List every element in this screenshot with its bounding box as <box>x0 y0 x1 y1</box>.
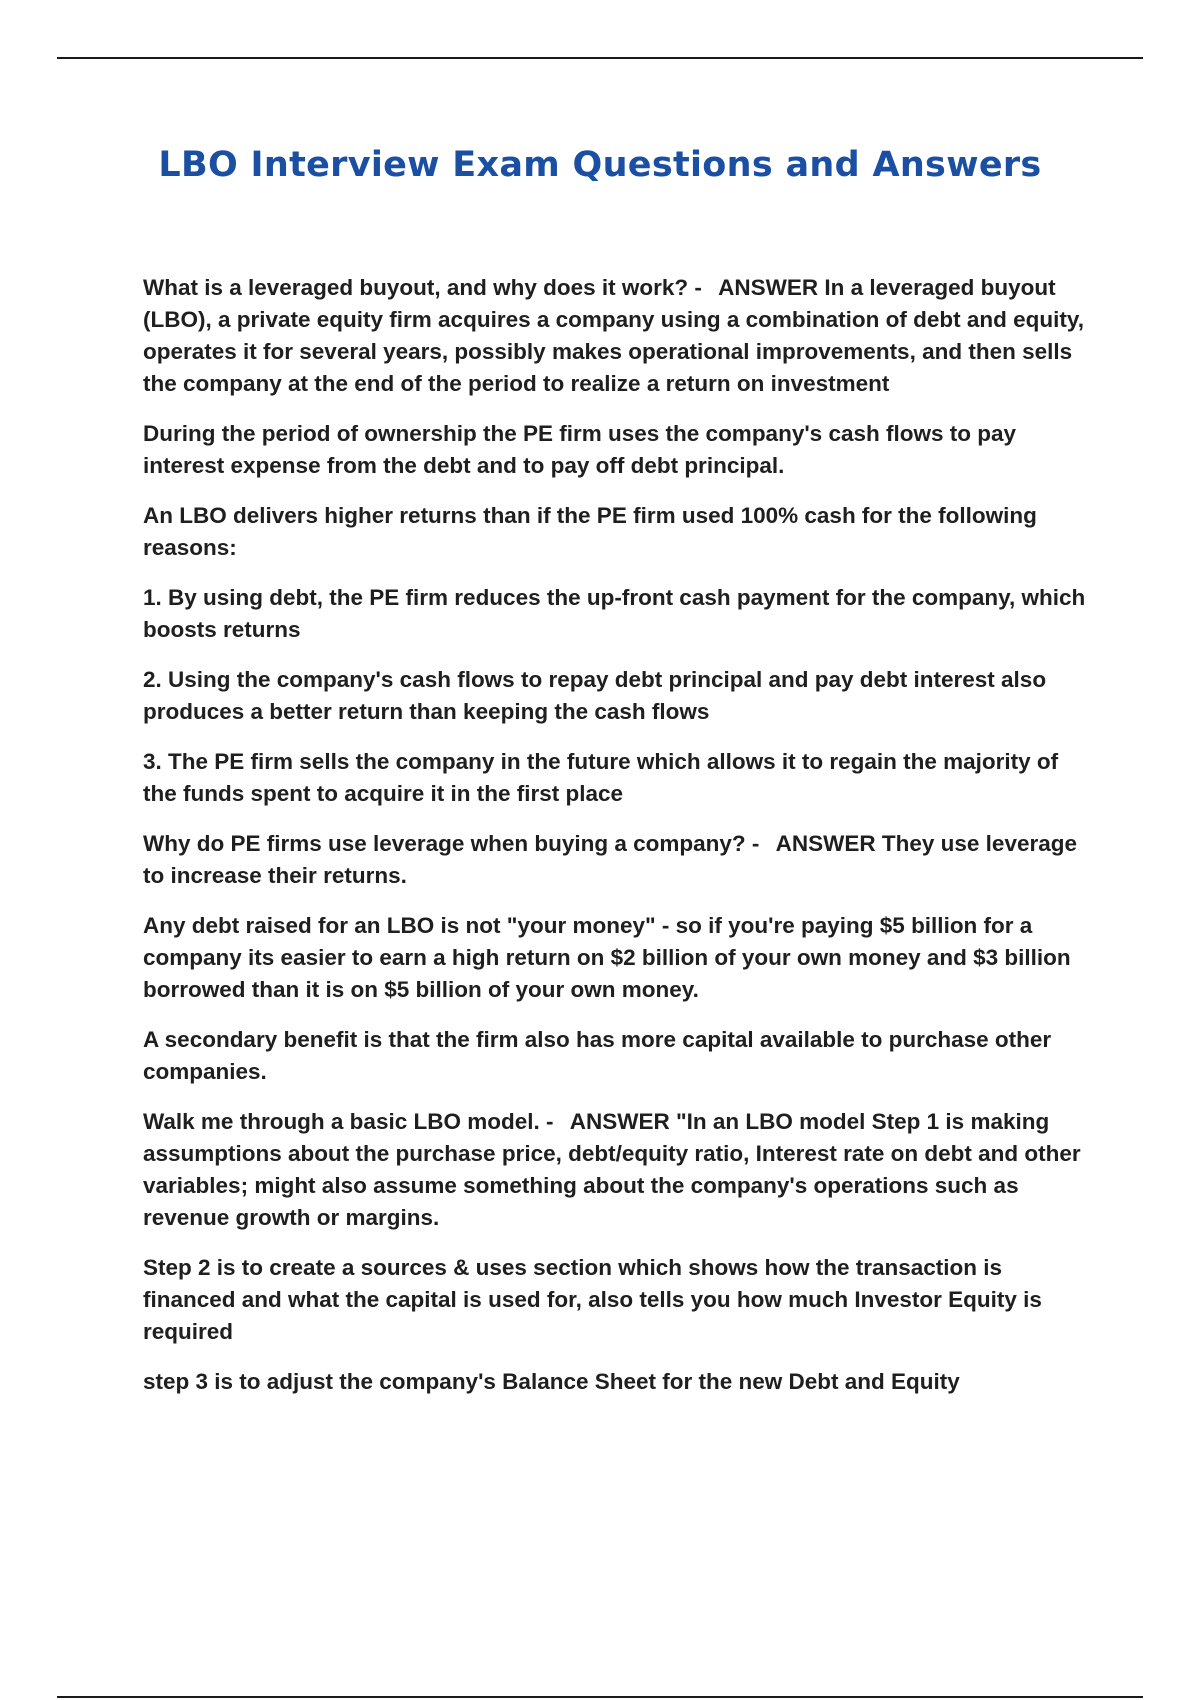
qa-paragraph-3 <box>143 1106 1093 1234</box>
paragraph-11: Step 2 is to create a sources & uses section which shows how the transaction is financed and what the capital is used for, also tells you how much Investor Equity is required <box>143 1255 1042 1344</box>
question-text: What is a leveraged buyout, and why does it work? - <box>143 275 709 300</box>
answer-text: ANSWER They use leverage to increase their returns. <box>143 831 1077 888</box>
paragraph-9: A secondary benefit is that the firm also has more capital available to purchase other companies. <box>143 1027 1052 1084</box>
top-divider <box>57 57 1143 59</box>
question-text: Why do PE firms use leverage when buying a company? - <box>143 831 766 856</box>
list-item-1: 1. By using debt, the PE firm reduces the up-front cash payment for the company, which boosts returns <box>143 585 1086 642</box>
list-item-2: 2. Using the company's cash flows to repay debt principal and pay debt interest also produces a better return than keeping the cash flows <box>143 667 1047 724</box>
paragraph-8: Any debt raised for an LBO is not "your money" - so if you're paying $5 billion for a company its easier to earn a high return on $2 billion of your own money and $3 billion borrowed than it is on $5 billion of your own money. <box>143 913 1071 1002</box>
document-body <box>143 272 1093 1416</box>
question-text: Walk me through a basic LBO model. - <box>143 1109 560 1134</box>
qa-paragraph-2 <box>143 828 1093 892</box>
answer-text: ANSWER "In an LBO model Step 1 is making assumptions about the purchase price, debt/equity ratio, Interest rate on debt and other variables; might also assume something about the company's operations such as revenue growth or margins. <box>143 1109 1081 1230</box>
paragraph-12: step 3 is to adjust the company's Balance Sheet for the new Debt and Equity <box>143 1369 960 1394</box>
document-title: LBO Interview Exam Questions and Answers <box>158 145 1042 185</box>
paragraph-2: During the period of ownership the PE firm uses the company's cash flows to pay interest expense from the debt and to pay off debt principal. <box>143 421 1016 478</box>
paragraph-3: An LBO delivers higher returns than if the PE firm used 100% cash for the following reasons: <box>143 503 1037 560</box>
answer-text: ANSWER In a leveraged buyout (LBO), a private equity firm acquires a company using a combination of debt and equity, operates it for several years, possibly makes operational improvements, and then sells the company at the end of the period to realize a return on investment <box>143 275 1084 396</box>
list-item-3: 3. The PE firm sells the company in the future which allows it to regain the majority of the funds spent to acquire it in the first place <box>143 749 1059 806</box>
qa-paragraph-1 <box>143 272 1093 400</box>
bottom-divider <box>57 1696 1143 1698</box>
